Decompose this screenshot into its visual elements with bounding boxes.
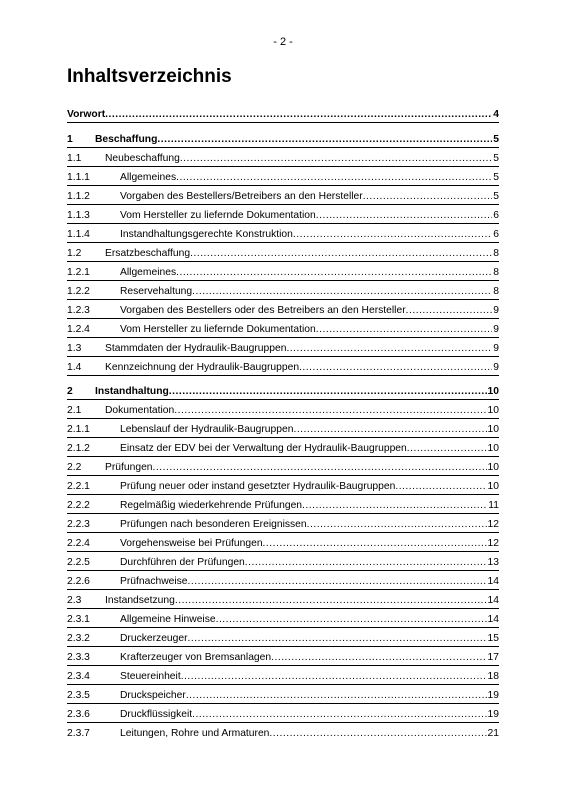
toc-entry-page: 5: [493, 153, 499, 164]
toc-entry-title: Prüfungen: [105, 462, 153, 473]
toc-entry-title: Prüfnachweise: [120, 576, 188, 587]
toc-entry-title: Allgemeine Hinweise: [120, 614, 216, 625]
toc-entry-number: 1.2: [67, 248, 82, 259]
toc-entry-number: 1.2.1: [67, 267, 90, 278]
toc-entry-title: Ersatzbeschaffung: [105, 248, 191, 259]
toc-entry[interactable]: [67, 708, 499, 723]
toc-entry[interactable]: [67, 651, 499, 666]
toc-entry-number: 1.1.2: [67, 191, 90, 202]
toc-entry-number: 1.3: [67, 343, 82, 354]
toc-entry[interactable]: [67, 423, 499, 438]
toc-entry[interactable]: [67, 689, 499, 704]
toc-entry[interactable]: [67, 518, 499, 533]
toc-entry[interactable]: [67, 575, 499, 590]
toc-entry-vorwort[interactable]: [67, 108, 499, 123]
toc-entry-page: 5: [493, 191, 499, 202]
toc-entry-page: 4: [493, 109, 499, 120]
toc-entry-title: Vorwort: [67, 109, 106, 120]
toc-entry-title: Regelmäßig wiederkehrende Prüfungen: [120, 500, 303, 511]
toc-entry-number: 2.2: [67, 462, 82, 473]
toc-entry[interactable]: [67, 133, 499, 148]
toc-entry-title: Instandsetzung: [105, 595, 175, 606]
toc-entry[interactable]: [67, 499, 499, 514]
toc-entry-page: 8: [493, 248, 499, 259]
toc-entry-page: 19: [487, 709, 499, 720]
toc-entry-page: 12: [487, 538, 499, 549]
toc-entry-title: Vorgehensweise bei Prüfungen: [120, 538, 263, 549]
toc-entry-title: Druckerzeuger: [120, 633, 188, 644]
toc-entry-number: 2: [67, 386, 73, 397]
toc-entry-title: Allgemeines: [120, 172, 177, 183]
toc-entry-number: 1.1.3: [67, 210, 90, 221]
toc-entry-title: Kennzeichnung der Hydraulik-Baugruppen: [105, 362, 300, 373]
toc-entry[interactable]: [67, 285, 499, 300]
toc-entry-page: 14: [487, 576, 499, 587]
toc-entry-number: 2.3.5: [67, 690, 90, 701]
toc-entry-title: Lebenslauf der Hydraulik-Baugruppen: [120, 424, 294, 435]
toc-entry-title: Prüfungen nach besonderen Ereignissen: [120, 519, 307, 530]
toc-entry-page: 6: [493, 229, 499, 240]
toc-entry-page: 10: [487, 386, 499, 397]
toc-entry-page: 5: [493, 134, 499, 145]
toc-entry-title: Steuereinheit: [120, 671, 181, 682]
toc-entry[interactable]: [67, 209, 499, 224]
toc-entry-number: 1.2.2: [67, 286, 90, 297]
toc-entry[interactable]: [67, 361, 499, 376]
toc-entry-number: 2.1: [67, 405, 82, 416]
toc-entry-page: 5: [493, 172, 499, 183]
toc-entry-number: 2.2.5: [67, 557, 90, 568]
toc-entry[interactable]: [67, 461, 499, 476]
toc-entry-page: 21: [487, 728, 499, 739]
toc-entry[interactable]: [67, 670, 499, 685]
toc-entry-page: 9: [493, 324, 499, 335]
toc-entry-title: Krafterzeuger von Bremsanlagen: [120, 652, 272, 663]
toc-entry-page: 8: [493, 267, 499, 278]
page-number: - 2 -: [273, 36, 293, 48]
toc-entry[interactable]: [67, 556, 499, 571]
toc-entry-number: 2.3.1: [67, 614, 90, 625]
toc-entry-title: Instandhaltung: [95, 386, 169, 397]
toc-entry-page: 8: [493, 286, 499, 297]
toc-entry-number: 2.2.3: [67, 519, 90, 530]
toc-entry-page: 9: [493, 305, 499, 316]
toc-entry-title: Vorgaben des Bestellers oder des Betreibers an den Hersteller: [120, 305, 406, 316]
toc-entry-title: Einsatz der EDV bei der Verwaltung der Hydraulik-Baugruppen: [120, 443, 407, 454]
page-title: Inhaltsverzeichnis: [67, 66, 232, 87]
toc-entry-number: 1: [67, 134, 73, 145]
toc-entry-page: 10: [487, 462, 499, 473]
toc-entry-number: 2.1.2: [67, 443, 90, 454]
toc-entry-number: 1.1.4: [67, 229, 90, 240]
toc-entry-number: 2.2.6: [67, 576, 90, 587]
toc-entry[interactable]: [67, 190, 499, 205]
toc-entry-page: 10: [487, 405, 499, 416]
toc-entry[interactable]: [67, 613, 499, 628]
toc-entry-number: 2.1.1: [67, 424, 90, 435]
toc-entry[interactable]: [67, 342, 499, 357]
toc-entry-page: 6: [493, 210, 499, 221]
toc-entry-number: 1.1.1: [67, 172, 90, 183]
toc-entry-number: 2.2.4: [67, 538, 90, 549]
toc-entry-number: 1.1: [67, 153, 82, 164]
toc-entry-page: 9: [493, 343, 499, 354]
toc-entry-title: Beschaffung: [95, 134, 158, 145]
toc-entry-page: 14: [487, 595, 499, 606]
toc-entry-title: Dokumentation: [105, 405, 175, 416]
toc-entry-number: 2.2.2: [67, 500, 90, 511]
toc-entry-page: 12: [487, 519, 499, 530]
toc-entry-page: 15: [487, 633, 499, 644]
toc-entry-title: Allgemeines: [120, 267, 177, 278]
toc-entry-page: 11: [488, 500, 499, 511]
toc-entry-number: 2.3: [67, 595, 82, 606]
toc-entry-title: Stammdaten der Hydraulik-Baugruppen: [105, 343, 287, 354]
toc-entry-number: 2.3.6: [67, 709, 90, 720]
toc-entry-page: 13: [487, 557, 499, 568]
toc-entry-title: Druckflüssigkeit: [120, 709, 193, 720]
toc-entry-number: 2.3.3: [67, 652, 90, 663]
toc-entry[interactable]: [67, 404, 499, 419]
toc-entry[interactable]: [67, 152, 499, 167]
toc-entry[interactable]: [67, 442, 499, 457]
toc-entry[interactable]: [67, 385, 499, 400]
toc-entry-title: Instandhaltungsgerechte Konstruktion: [120, 229, 293, 240]
toc-entry-page: 10: [487, 424, 499, 435]
toc-entry-page: 10: [487, 481, 499, 492]
toc-entry-number: 1.4: [67, 362, 82, 373]
toc-entry[interactable]: [67, 594, 499, 609]
toc-entry-title: Vom Hersteller zu liefernde Dokumentation: [120, 210, 316, 221]
toc-entry[interactable]: [67, 304, 499, 319]
toc-entry[interactable]: [67, 171, 499, 186]
toc-entry-title: Prüfung neuer oder instand gesetzter Hydraulik-Baugruppen: [120, 481, 396, 492]
toc-entry[interactable]: [67, 537, 499, 552]
toc-entry-page: 14: [487, 614, 499, 625]
toc-entry-title: Vom Hersteller zu liefernde Dokumentation: [120, 324, 316, 335]
toc-entry[interactable]: [67, 266, 499, 281]
toc-entry-page: 10: [487, 443, 499, 454]
toc-entry-number: 2.3.4: [67, 671, 90, 682]
toc-entry-number: 2.3.2: [67, 633, 90, 644]
toc-entry-title: Neubeschaffung: [105, 153, 180, 164]
toc-entry-page: 18: [487, 671, 499, 682]
toc-entry-title: Reservehaltung: [120, 286, 193, 297]
toc-entry[interactable]: [67, 480, 499, 495]
toc-entry-page: 19: [487, 690, 499, 701]
toc-entry[interactable]: [67, 228, 499, 243]
toc-entry[interactable]: [67, 323, 499, 338]
toc-entry[interactable]: [67, 247, 499, 262]
toc-entry-number: 1.2.4: [67, 324, 90, 335]
toc-entry-title: Durchführen der Prüfungen: [120, 557, 245, 568]
toc-entry-number: 2.3.7: [67, 728, 90, 739]
toc-entry-title: Leitungen, Rohre und Armaturen: [120, 728, 270, 739]
toc-entry-number: 2.2.1: [67, 481, 90, 492]
toc-entry-page: 9: [493, 362, 499, 373]
toc-entry[interactable]: [67, 632, 499, 647]
toc-entry[interactable]: [67, 727, 499, 741]
toc-entry-title: Vorgaben des Bestellers/Betreibers an den Hersteller: [120, 191, 363, 202]
toc-entry-number: 1.2.3: [67, 305, 90, 316]
toc-entry-page: 17: [487, 652, 499, 663]
toc-entry-title: Druckspeicher: [120, 690, 186, 701]
